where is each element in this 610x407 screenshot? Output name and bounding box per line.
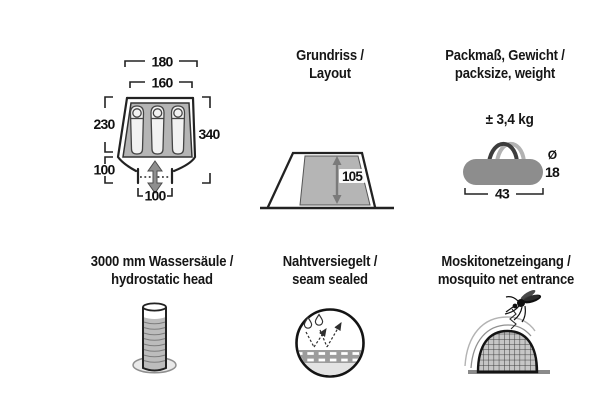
dim-180-label: 180 — [151, 53, 173, 70]
sleeping-bag-icon — [172, 106, 185, 154]
packsize-bag-icon — [455, 132, 570, 206]
layout-title-en: Layout — [309, 64, 351, 82]
dim-160-label: 160 — [151, 74, 173, 91]
column-top-rim — [143, 303, 166, 310]
bag-body — [463, 159, 543, 185]
dim-230-label: 230 — [93, 116, 115, 132]
hydrostatic-title-en: hydrostatic head — [111, 270, 213, 288]
pack-weight-label: ± 3,4 kg — [485, 111, 534, 128]
tent-sideview-icon — [258, 148, 398, 212]
seam-title-en: seam sealed — [292, 270, 368, 288]
hydrostatic-title-de: 3000 mm Wassersäule / — [90, 253, 234, 270]
packsize-panel-title — [400, 47, 610, 82]
sleeping-bag-icon — [151, 106, 164, 154]
diameter-value-label: 18 — [545, 164, 559, 180]
sleeping-bag-icon — [131, 106, 144, 154]
packsize-title-en: packsize, weight — [454, 64, 556, 82]
dim-340-label: 340 — [198, 126, 220, 142]
tent-floorplan-diagram — [85, 50, 230, 210]
mosquito-title-en: mosquito net entrance — [437, 270, 575, 288]
dim-100-left-label: 100 — [93, 161, 115, 178]
seam-sealed-icon — [293, 306, 369, 382]
mosquito-net-icon — [452, 287, 567, 382]
net-dome — [478, 331, 537, 372]
dim-100-bottom-label: 100 — [144, 187, 166, 204]
mosquito-panel-title — [401, 253, 610, 288]
layout-title-de: Grundriss / — [296, 47, 364, 64]
inner-height-label: 105 — [341, 169, 363, 184]
seam-title-de: Nahtversiegelt / — [282, 253, 378, 270]
mosquito-title-de: Moskitonetzeingang / — [441, 253, 571, 270]
sleeping-bag-icons — [131, 106, 185, 154]
hydrostatic-column-icon — [128, 298, 188, 378]
sealed-seam-band — [296, 350, 364, 378]
diameter-symbol: Ø — [547, 148, 557, 162]
pack-length-label: 43 — [495, 185, 509, 202]
packsize-title-de: Packmaß, Gewicht / — [445, 47, 565, 64]
